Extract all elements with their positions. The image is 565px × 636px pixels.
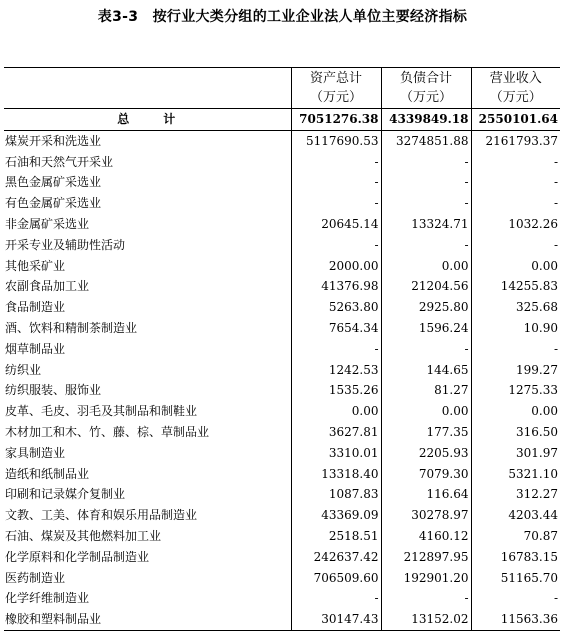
table-row (4, 297, 560, 318)
assets-cell: 706509.60 (291, 568, 381, 589)
economic-indicators-table (4, 67, 560, 631)
liabilities-cell: 116.64 (381, 484, 471, 505)
liabilities-cell: 0.00 (381, 256, 471, 277)
table-row (4, 484, 560, 505)
liabilities-cell: 3274851.88 (381, 130, 471, 151)
industry-label: 有色金属矿采选业 (5, 196, 102, 211)
table-row (4, 443, 560, 464)
liabilities-cell: 13324.71 (381, 214, 471, 235)
liabilities-cell: - (381, 339, 471, 360)
liabilities-cell: 4160.12 (381, 526, 471, 547)
assets-cell: - (291, 152, 381, 173)
industry-label: 酒、饮料和精制茶制造业 (5, 320, 138, 335)
revenue-cell: 4203.44 (471, 505, 560, 526)
revenue-cell: 70.87 (471, 526, 560, 547)
table-row (4, 526, 560, 547)
header-industry (4, 68, 291, 109)
table-row (4, 235, 560, 256)
liabilities-cell: 81.27 (381, 380, 471, 401)
assets-cell: 1087.83 (291, 484, 381, 505)
header-label: 资产总计 (309, 71, 362, 86)
liabilities-cell: 7079.30 (381, 464, 471, 485)
liabilities-cell: 13152.02 (381, 609, 471, 630)
table-row (4, 318, 560, 339)
industry-label: 医药制造业 (5, 570, 66, 585)
assets-cell: 2000.00 (291, 256, 381, 277)
header-label: 负债合计 (399, 71, 452, 86)
industry-label: 化学纤维制造业 (5, 591, 90, 606)
revenue-cell: 10.90 (471, 318, 560, 339)
industry-label: 黑色金属矿采选业 (5, 175, 102, 190)
revenue-cell: - (471, 588, 560, 609)
industry-label: 纺织业 (5, 362, 42, 377)
assets-cell: 41376.98 (291, 276, 381, 297)
table-row (4, 256, 560, 277)
revenue-cell: 316.50 (471, 422, 560, 443)
table-row (4, 130, 560, 151)
industry-label: 家具制造业 (5, 445, 66, 460)
table-row (4, 172, 560, 193)
header-unit: （万元） (399, 90, 452, 105)
industry-label: 食品制造业 (5, 300, 66, 315)
header-total-assets (291, 68, 381, 109)
revenue-cell: 16783.15 (471, 547, 560, 568)
industry-label: 造纸和纸制品业 (5, 466, 90, 481)
assets-cell: 5117690.53 (291, 130, 381, 151)
revenue-cell: 1275.33 (471, 380, 560, 401)
revenue-cell: 325.68 (471, 297, 560, 318)
header-total-liabilities (381, 68, 471, 109)
total-assets-cell: 7051276.38 (291, 109, 381, 131)
industry-label: 纺织服装、服饰业 (5, 383, 102, 398)
industry-label: 煤炭开采和洗选业 (5, 133, 102, 148)
table-row (4, 464, 560, 485)
industry-label: 农副食品加工业 (5, 279, 90, 294)
assets-cell: 1242.53 (291, 360, 381, 381)
liabilities-cell: - (381, 588, 471, 609)
industry-label: 开采专业及辅助性活动 (5, 237, 126, 252)
total-row (4, 109, 560, 131)
assets-cell: 0.00 (291, 401, 381, 422)
assets-cell: 20645.14 (291, 214, 381, 235)
header-operating-revenue (471, 68, 560, 109)
table-header-row (4, 68, 560, 109)
industry-label: 石油和天然气开采业 (5, 154, 114, 169)
table-row (4, 276, 560, 297)
revenue-cell: 1032.26 (471, 214, 560, 235)
industry-label: 石油、煤炭及其他燃料加工业 (5, 528, 162, 543)
assets-cell: 13318.40 (291, 464, 381, 485)
header-label: 营业收入 (489, 71, 542, 86)
revenue-cell: - (471, 172, 560, 193)
total-label: 总计 (4, 109, 291, 131)
assets-cell: 30147.43 (291, 609, 381, 630)
table-row (4, 380, 560, 401)
table-row (4, 422, 560, 443)
table-row (4, 568, 560, 589)
table-row (4, 214, 560, 235)
revenue-cell: 301.97 (471, 443, 560, 464)
liabilities-cell: - (381, 152, 471, 173)
liabilities-cell: 192901.20 (381, 568, 471, 589)
assets-cell: - (291, 193, 381, 214)
table-row (4, 609, 560, 630)
assets-cell: 3627.81 (291, 422, 381, 443)
industry-label: 木材加工和木、竹、藤、棕、草制品业 (5, 424, 210, 439)
revenue-cell: 5321.10 (471, 464, 560, 485)
assets-cell: 242637.42 (291, 547, 381, 568)
industry-label: 非金属矿采选业 (5, 216, 90, 231)
revenue-cell: - (471, 235, 560, 256)
liabilities-cell: - (381, 172, 471, 193)
table-title: 表3-3 按行业大类分组的工业企业法人单位主要经济指标 (97, 9, 468, 25)
header-unit: （万元） (489, 90, 542, 105)
liabilities-cell: 144.65 (381, 360, 471, 381)
revenue-cell: 11563.36 (471, 609, 560, 630)
revenue-cell: 51165.70 (471, 568, 560, 589)
table-row (4, 547, 560, 568)
table-row (4, 360, 560, 381)
industry-label: 化学原料和化学制品制造业 (5, 549, 150, 564)
liabilities-cell: 21204.56 (381, 276, 471, 297)
revenue-cell: - (471, 339, 560, 360)
total-revenue-cell: 2550101.64 (471, 109, 560, 131)
header-unit: （万元） (309, 90, 362, 105)
revenue-cell: - (471, 152, 560, 173)
assets-cell: 1535.26 (291, 380, 381, 401)
liabilities-cell: - (381, 235, 471, 256)
assets-cell: 2518.51 (291, 526, 381, 547)
total-liabilities-cell: 4339849.18 (381, 109, 471, 131)
table-row (4, 588, 560, 609)
revenue-cell: 0.00 (471, 401, 560, 422)
table-row (4, 401, 560, 422)
assets-cell: 43369.09 (291, 505, 381, 526)
revenue-cell: 14255.83 (471, 276, 560, 297)
revenue-cell: 312.27 (471, 484, 560, 505)
assets-cell: - (291, 172, 381, 193)
liabilities-cell: 0.00 (381, 401, 471, 422)
liabilities-cell: 177.35 (381, 422, 471, 443)
liabilities-cell: - (381, 193, 471, 214)
liabilities-cell: 2205.93 (381, 443, 471, 464)
table-row (4, 152, 560, 173)
assets-cell: 5263.80 (291, 297, 381, 318)
assets-cell: - (291, 588, 381, 609)
assets-cell: - (291, 339, 381, 360)
revenue-cell: 2161793.37 (471, 130, 560, 151)
liabilities-cell: 1596.24 (381, 318, 471, 339)
industry-label: 橡胶和塑料制品业 (4, 609, 291, 630)
liabilities-cell: 212897.95 (381, 547, 471, 568)
assets-cell: 3310.01 (291, 443, 381, 464)
revenue-cell: 0.00 (471, 256, 560, 277)
liabilities-cell: 2925.80 (381, 297, 471, 318)
table-row (4, 339, 560, 360)
assets-cell: 7654.34 (291, 318, 381, 339)
industry-label: 皮革、毛皮、羽毛及其制品和制鞋业 (5, 404, 198, 419)
liabilities-cell: 30278.97 (381, 505, 471, 526)
industry-label: 文教、工美、体育和娱乐用品制造业 (5, 508, 198, 523)
table-row (4, 193, 560, 214)
industry-label: 印刷和记录媒介复制业 (5, 487, 126, 502)
industry-label: 烟草制品业 (5, 341, 66, 356)
revenue-cell: - (471, 193, 560, 214)
revenue-cell: 199.27 (471, 360, 560, 381)
assets-cell: - (291, 235, 381, 256)
industry-label: 其他采矿业 (5, 258, 66, 273)
table-row (4, 505, 560, 526)
